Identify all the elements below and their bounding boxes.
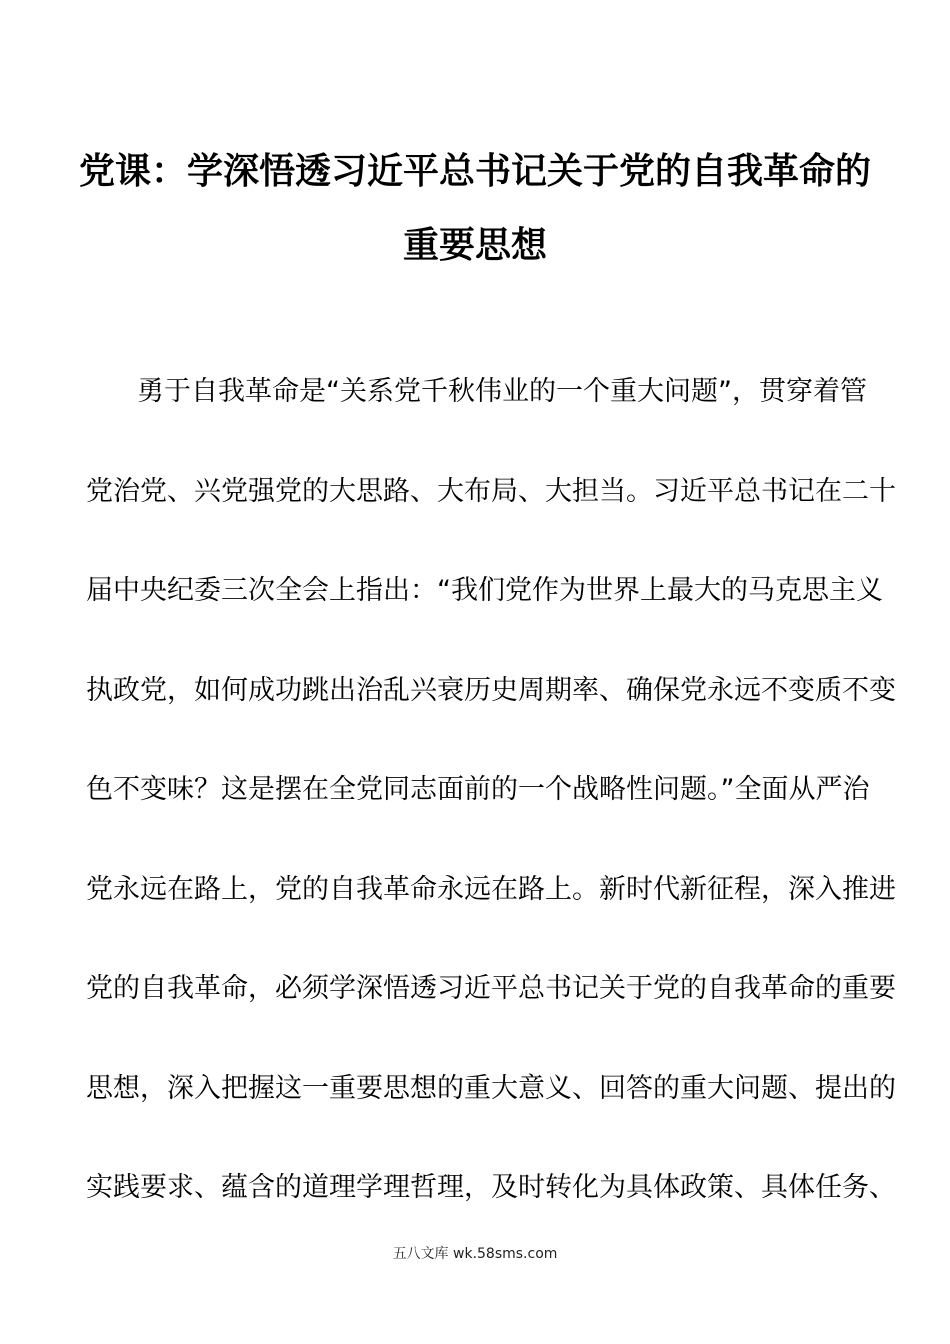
body-text-line: 思想，深入把握这一重要思想的重大意义、回答的重大问题、提出的 xyxy=(86,1073,896,1104)
body-text-line: 党的自我革命，必须学深悟透习近平总书记关于党的自我革命的重要 xyxy=(86,973,896,1004)
document-title-line-2: 重要思想 xyxy=(402,225,547,266)
body-text-line: 党永远在路上，党的自我革命永远在路上。新时代新征程，深入推进 xyxy=(86,874,896,905)
body-text-line: 勇于自我革命是“关系党千秋伟业的一个重大问题”，贯穿着管 xyxy=(137,376,867,407)
body-text-line: 党治党、兴党强党的大思路、大布局、大担当。习近平总书记在二十 xyxy=(86,476,896,507)
body-text-line: 色不变味？这是摆在全党同志面前的一个战略性问题。”全面从严治 xyxy=(86,774,870,805)
document-title-line-1: 党课：学深悟透习近平总书记关于党的自我革命的 xyxy=(78,151,871,192)
body-text-line: 实践要求、蕴含的道理学理哲理，及时转化为具体政策、具体任务、 xyxy=(86,1172,896,1203)
body-text-line: 届中央纪委三次全会上指出：“我们党作为世界上最大的马克思主义 xyxy=(86,575,883,606)
footer-watermark: 五八文库 wk.58sms.com xyxy=(392,1246,558,1262)
body-text-line: 执政党，如何成功跳出治乱兴衰历史周期率、确保党永远不变质不变 xyxy=(86,675,896,706)
